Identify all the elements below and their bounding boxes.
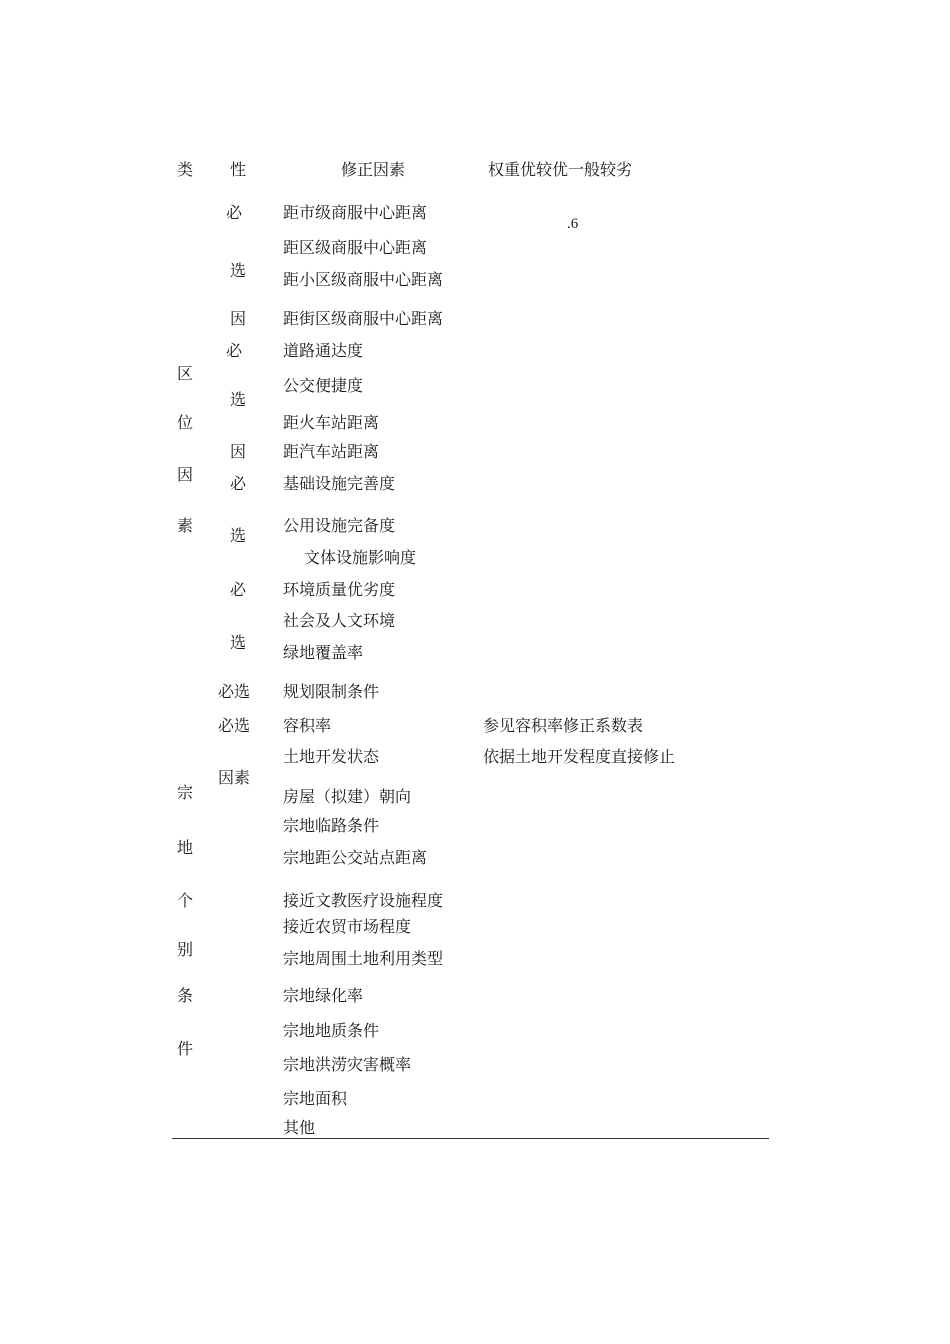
section2-char: 件	[177, 1039, 194, 1058]
factor-item: 宗地洪涝灾害概率	[283, 1055, 412, 1074]
factor-item: 宗地面积	[283, 1089, 348, 1108]
section2-char: 宗	[177, 783, 194, 802]
factor-item: 接近文教医疗设施程度	[283, 891, 444, 910]
mark: 因	[230, 442, 247, 461]
header-factor: 修正因素	[341, 160, 406, 179]
header-category: 类	[177, 160, 194, 179]
factor-item: 距市级商服中心距离	[283, 203, 428, 222]
section2-char: 个	[177, 891, 194, 910]
section1-char: 素	[177, 516, 194, 535]
factor-item: 文体设施影响度	[304, 548, 417, 567]
factor-item: 容积率	[283, 716, 332, 735]
mark: 选	[230, 390, 247, 409]
section2-char: 条	[177, 986, 194, 1005]
factor-item: 环境质量优劣度	[283, 580, 396, 599]
factor-item: 规划限制条件	[283, 682, 380, 701]
header-nature: 性	[230, 160, 247, 179]
mark: 选	[230, 633, 247, 652]
factor-item: 宗地绿化率	[283, 986, 364, 1005]
mark: 选	[230, 526, 247, 545]
weight-value: .6	[567, 216, 579, 232]
factor-item: 宗地距公交站点距离	[283, 848, 428, 867]
section1-char: 因	[177, 465, 194, 484]
mark: 必	[226, 341, 243, 360]
section1-char: 位	[177, 413, 194, 432]
mark: 因素	[218, 768, 251, 787]
factor-item: 接近农贸市场程度	[283, 917, 412, 936]
factor-item: 公用设施完备度	[283, 516, 396, 535]
factor-item: 基础设施完善度	[283, 474, 396, 493]
mark: 必选	[218, 682, 251, 701]
mark: 必选	[218, 716, 251, 735]
mark: 必	[230, 474, 247, 493]
factor-item: 其他	[283, 1118, 316, 1137]
mark: 必	[226, 203, 243, 222]
factor-item: 距小区级商服中心距离	[283, 270, 444, 289]
mark: 必	[230, 580, 247, 599]
mark: 选	[230, 261, 247, 280]
header-weight-grades: 权重优较优一般较劣	[488, 160, 633, 179]
factor-item: 距街区级商服中心距离	[283, 309, 444, 328]
factor-item: 公交便捷度	[283, 376, 364, 395]
mark: 因	[230, 309, 247, 328]
factor-item: 房屋（拟建）朝向	[283, 787, 412, 806]
factor-item: 距汽车站距离	[283, 442, 380, 461]
factor-item: 宗地临路条件	[283, 816, 380, 835]
factor-item: 道路通达度	[283, 341, 364, 360]
section1-char: 区	[177, 364, 194, 383]
note-item: 参见容积率修正系数表	[483, 716, 644, 735]
factor-item: 距区级商服中心距离	[283, 238, 428, 257]
section2-char: 别	[177, 940, 194, 959]
factor-item: 距火车站距离	[283, 413, 380, 432]
factor-item: 土地开发状态	[283, 747, 380, 766]
factor-item: 社会及人文环境	[283, 611, 396, 630]
note-item: 依据土地开发程度直接修止	[483, 747, 676, 766]
factor-item: 绿地覆盖率	[283, 643, 364, 662]
factor-item: 宗地周围土地利用类型	[283, 949, 444, 968]
factor-item: 宗地地质条件	[283, 1021, 380, 1040]
table-bottom-rule	[172, 1138, 769, 1139]
section2-char: 地	[177, 838, 194, 857]
